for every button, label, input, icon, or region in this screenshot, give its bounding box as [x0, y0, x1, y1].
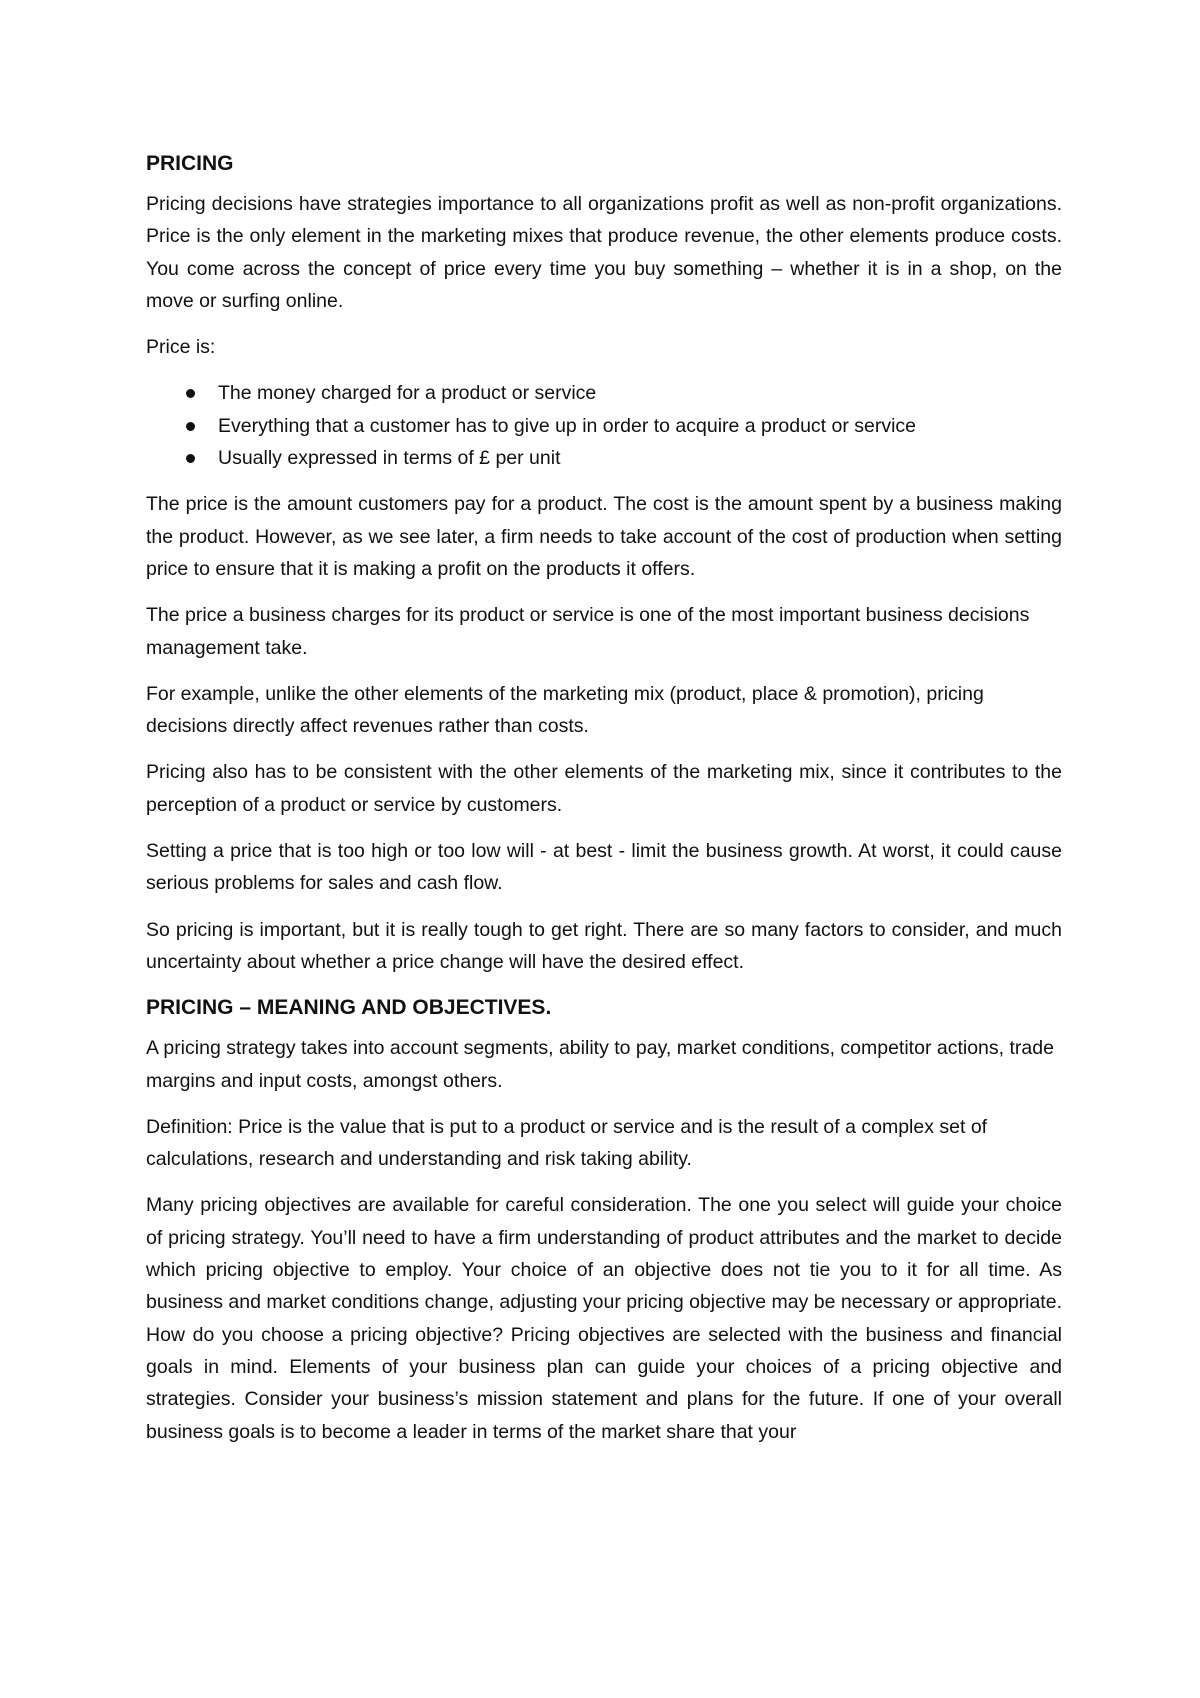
- paragraph-objectives: Many pricing objectives are available for careful consideration. The one you select will guide your choice of pricing strategy. You’ll need to have a firm understanding of product attributes and the market to decide which pricing objective to employ. Your choice of an objective does not tie you to it for all time. As business and market conditions change, adjusting your pricing objective may be necessary or appropriate. How do you choose a pricing objective? Pricing objectives are selected with the business and financial goals in mind. Elements of your business plan can guide your choices of a pricing objective and strategies. Consider your business’s mission statement and plans for the future. If one of your overall business goals is to become a leader in terms of the market share that your: [146, 1194, 1062, 1443]
- list-item-text: The money charged for a product or service: [218, 382, 597, 405]
- list-item-text: Everything that a customer has to give up in order to acquire a product or service: [218, 414, 917, 437]
- list-item: [146, 410, 1062, 442]
- paragraph-definition: Definition: Price is the value that is put to a product or service and is the result of a complex set of calculations, research and understanding and risk taking ability.: [146, 1115, 988, 1171]
- paragraph-too-high-low: Setting a price that is too high or too low will - at best - limit the business growth. At worst, it could cause serious problems for sales and cash flow.: [146, 840, 1062, 895]
- paragraph-strategy: A pricing strategy takes into account segments, ability to pay, market conditions, competitor actions, trade margins and input costs, amongst others.: [146, 1037, 1054, 1092]
- bullet-icon: [186, 454, 195, 463]
- price-definition-list: [146, 377, 1062, 474]
- paragraph-intro: Pricing decisions have strategies importance to all organizations profit as well as non-profit organizations. Price is the only element in the marketing mixes that produce revenue, the other elements produce costs. You come across the concept of price every time you buy something – whether it is in a shop, on the move or surfing online.: [146, 193, 1062, 312]
- document-page: [146, 148, 1062, 1462]
- paragraph-example: For example, unlike the other elements of the marketing mix (product, place & promotion), pricing decisions directly affect revenues rather than costs.: [146, 682, 984, 738]
- list-item: [146, 442, 1062, 474]
- heading-meaning-objectives: PRICING – MEANING AND OBJECTIVES.: [146, 996, 552, 1020]
- paragraph-tough-to-get-right: So pricing is important, but it is really tough to get right. There are so many factors to consider, and much uncertainty about whether a price change will have the desired effect.: [146, 918, 1062, 973]
- bullet-icon: [186, 389, 195, 398]
- list-item: [146, 377, 1062, 409]
- list-item-text: Usually expressed in terms of £ per unit: [218, 447, 561, 470]
- heading-pricing: PRICING: [146, 152, 234, 175]
- bullet-icon: [186, 422, 195, 431]
- paragraph-price-vs-cost: The price is the amount customers pay for a product. The cost is the amount spent by a business making the product. However, as we see later, a firm needs to take account of the cost of production when setting price to ensure that it is making a profit on the products it offers.: [146, 493, 1062, 580]
- price-is-label: Price is:: [146, 336, 216, 359]
- paragraph-important-decision: The price a business charges for its product or service is one of the most important business decisions management take.: [146, 604, 1030, 659]
- paragraph-consistency: Pricing also has to be consistent with the other elements of the marketing mix, since it contributes to the perception of a product or service by customers.: [146, 761, 1062, 816]
